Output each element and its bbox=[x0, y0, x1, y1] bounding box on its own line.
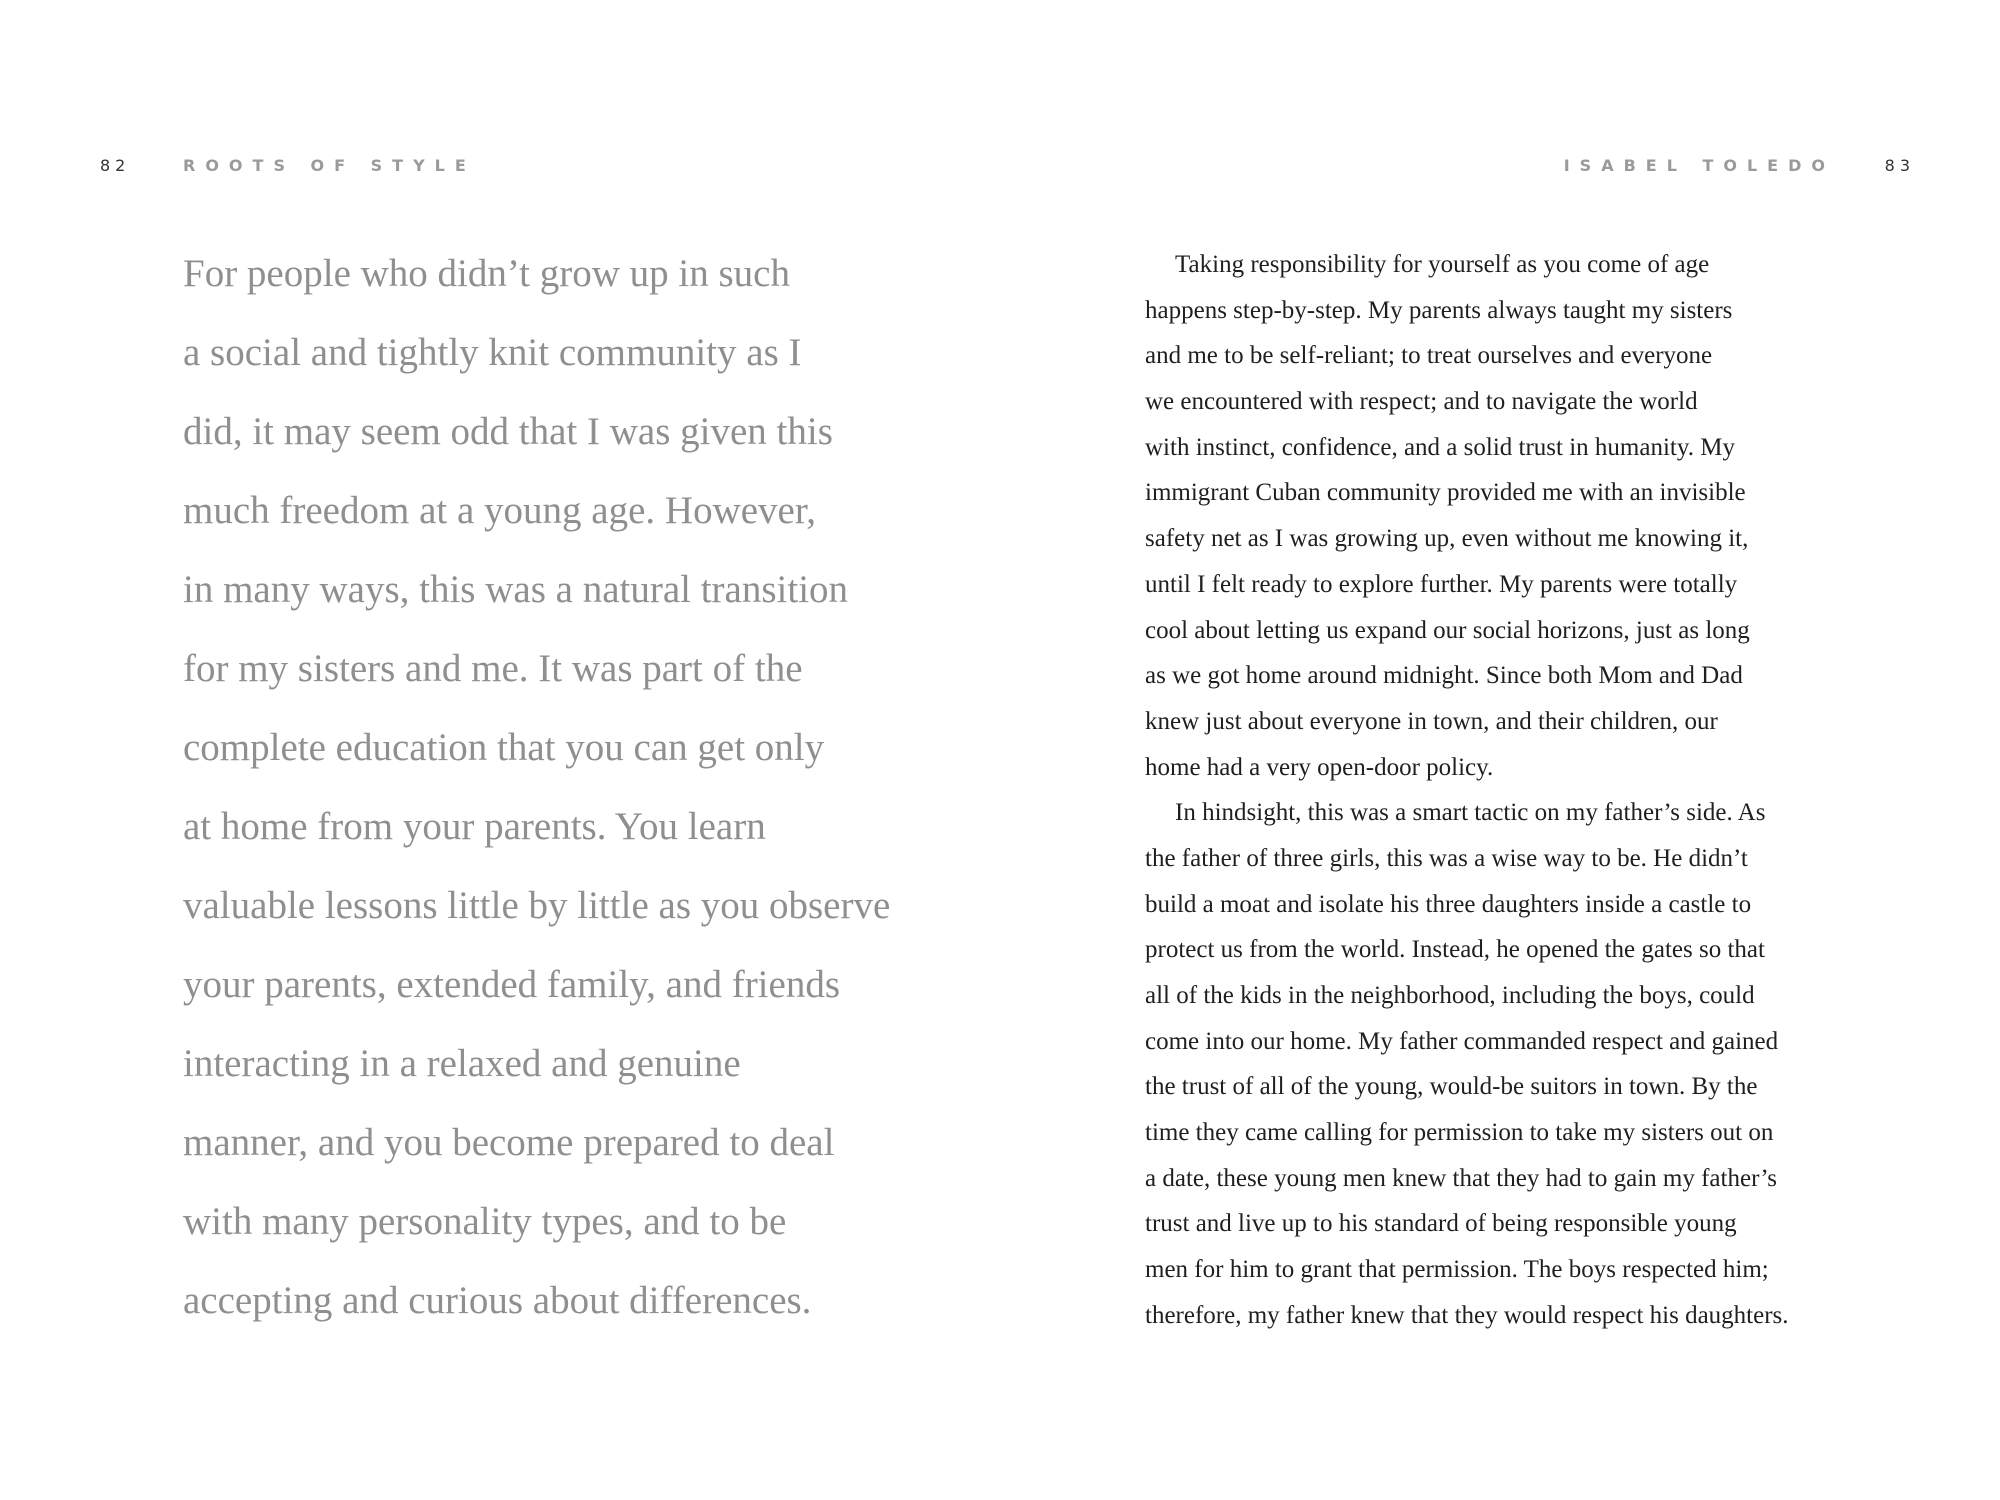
body-line: immigrant Cuban community provided me with an invisible bbox=[1145, 479, 1746, 507]
pull-quote-line: a social and tightly knit community as I bbox=[183, 331, 802, 374]
right-page bbox=[1000, 0, 2000, 1500]
pull-quote-line: interacting in a relaxed and genuine bbox=[183, 1042, 741, 1085]
running-head-right: ISABEL TOLEDO bbox=[1563, 156, 1835, 175]
body-line: the father of three girls, this was a wise way to be. He didn’t bbox=[1145, 844, 1748, 872]
body-line: men for him to grant that permission. The boys respected him; bbox=[1145, 1256, 1769, 1284]
body-line: Taking responsibility for yourself as you come of age bbox=[1175, 251, 1710, 278]
body-line: In hindsight, this was a smart tactic on my father’s side. As bbox=[1175, 799, 1766, 827]
body-line: until I felt ready to explore further. My parents were totally bbox=[1145, 570, 1738, 598]
pull-quote-line: in many ways, this was a natural transition bbox=[183, 568, 849, 611]
body-line: cool about letting us expand our social horizons, just as long bbox=[1145, 616, 1750, 644]
body-line: the trust of all of the young, would-be suitors in town. By the bbox=[1145, 1073, 1758, 1101]
body-line: a date, these young men knew that they had to gain my father’s bbox=[1145, 1164, 1777, 1192]
pull-quote-line: For people who didn’t grow up in such bbox=[183, 252, 790, 295]
page-number-right: 83 bbox=[1884, 156, 1915, 175]
page-number-left: 82 bbox=[100, 156, 131, 175]
body-line: come into our home. My father commanded respect and gained bbox=[1145, 1027, 1779, 1055]
running-head-left: ROOTS OF STYLE bbox=[183, 156, 476, 175]
body-line: home had a very open-door policy. bbox=[1145, 753, 1494, 781]
pull-quote-line: did, it may seem odd that I was given this bbox=[183, 410, 833, 453]
body-line: safety net as I was growing up, even without me knowing it, bbox=[1145, 525, 1749, 553]
body-line: build a moat and isolate his three daughters inside a castle to bbox=[1145, 890, 1752, 918]
body-line: therefore, my father knew that they would respect his daughters. bbox=[1145, 1301, 1789, 1329]
paragraph-2 bbox=[1145, 790, 1865, 1338]
pull-quote-line: at home from your parents. You learn bbox=[183, 805, 766, 848]
pull-quote-line: accepting and curious about differences. bbox=[183, 1279, 812, 1322]
paragraph-1 bbox=[1145, 242, 1865, 790]
body-line: knew just about everyone in town, and their children, our bbox=[1145, 707, 1718, 735]
body-line: happens step-by-step. My parents always taught my sisters bbox=[1145, 296, 1733, 324]
pull-quote bbox=[183, 234, 903, 1340]
pull-quote-line: for my sisters and me. It was part of the bbox=[183, 647, 803, 690]
body-line: time they came calling for permission to take my sisters out on bbox=[1145, 1119, 1774, 1147]
pull-quote-line: your parents, extended family, and friends bbox=[183, 963, 841, 1006]
body-text bbox=[1145, 242, 1865, 1339]
pull-quote-line: complete education that you can get only bbox=[183, 726, 825, 769]
body-line: and me to be self-reliant; to treat ourselves and everyone bbox=[1145, 342, 1713, 370]
pull-quote-line: with many personality types, and to be bbox=[183, 1200, 787, 1243]
body-line: trust and live up to his standard of being responsible young bbox=[1145, 1210, 1737, 1238]
body-line: with instinct, confidence, and a solid trust in humanity. My bbox=[1145, 433, 1735, 461]
pull-quote-line: manner, and you become prepared to deal bbox=[183, 1121, 835, 1164]
body-line: all of the kids in the neighborhood, including the boys, could bbox=[1145, 982, 1755, 1009]
pull-quote-line: valuable lessons little by little as you observe bbox=[183, 884, 891, 927]
pull-quote-line: much freedom at a young age. However, bbox=[183, 489, 817, 532]
body-line: as we got home around midnight. Since both Mom and Dad bbox=[1145, 662, 1743, 690]
body-line: protect us from the world. Instead, he opened the gates so that bbox=[1145, 936, 1765, 964]
body-line: we encountered with respect; and to navigate the world bbox=[1145, 388, 1698, 416]
